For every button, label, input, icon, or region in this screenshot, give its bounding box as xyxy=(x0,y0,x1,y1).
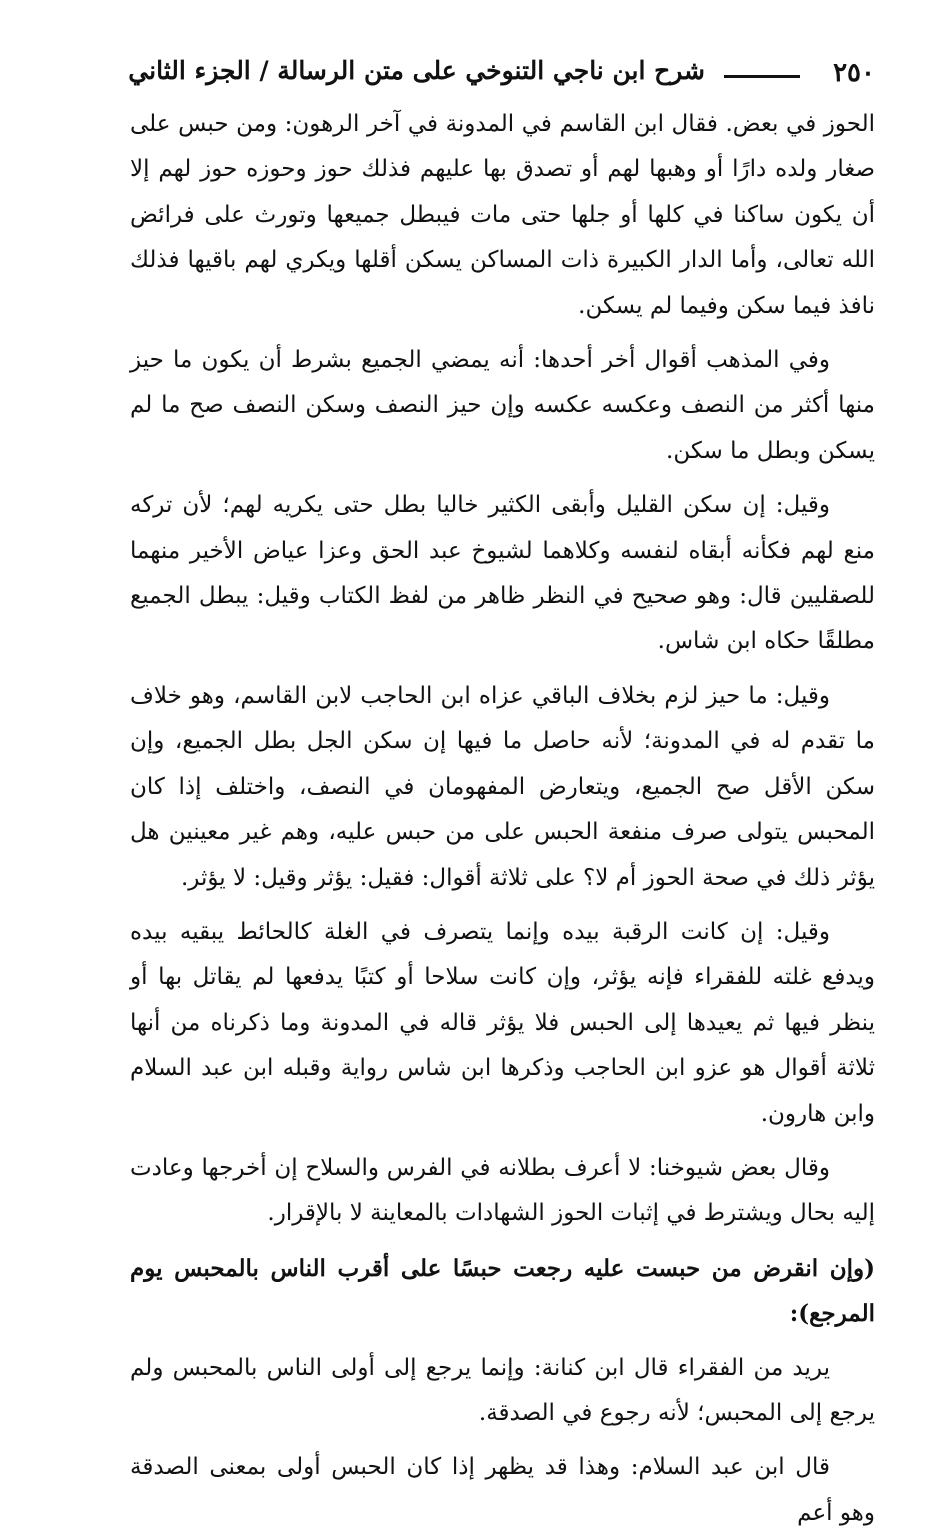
paragraph: يريد من الفقراء قال ابن كنانة: وإنما يرجع إلى أولى الناس بالمحبس ولم يرجع إلى المحبس؛ لأنه رجوع في الصدقة. xyxy=(130,1354,875,1426)
paragraph: وفي المذهب أقوال أخر أحدها: أنه يمضي الجميع بشرط أن يكون ما حيز منها أكثر من النصف وعكسه عكسه وإن حيز النصف وسكن النصف صح ما لم يسكن وبطل ما سكن. xyxy=(130,347,875,464)
page-number: ٢٥٠ xyxy=(833,58,875,88)
running-title: شرح ابن ناجي التنوخي على متن الرسالة / الجزء الثاني xyxy=(128,56,705,85)
page-header xyxy=(130,54,875,98)
paragraph-continuation: الحوز في بعض. فقال ابن القاسم في المدونة في آخر الرهون: ومن حبس على صغار ولده دارًا أو وهبها لهم أو تصدق بها عليهم فذلك حوز وحوزه حوز لهم إلا أن يكون ساكنا في كلها أو جلها حتى مات فيبطل جميعها وتورث على فرائض الله تعالى، وأما الدار الكبيرة ذات المساكن يسكن أقلها ويكري لهم باقيها فذلك نافذ فيما سكن وفيما لم يسكن. xyxy=(130,111,875,319)
body-text xyxy=(130,102,875,1526)
paragraph: وقال بعض شيوخنا: لا أعرف بطلانه في الفرس والسلاح إن أخرجها وعادت إليه بحال ويشترط في إثبات الحوز الشهادات بالمعاينة لا بالإقرار. xyxy=(130,1154,875,1227)
paragraph: وقيل: إن كانت الرقبة بيده وإنما يتصرف في الغلة كالحائط يبقيه بيده ويدفع غلته للفقراء فإنه يؤثر، وإن كانت سلاحا أو كتبًا يدفعها لم يقاتل بها أو ينظر فيها ثم يعيدها إلى الحبس فلا يؤثر قاله في المدونة وما ذكرناه من أنها ثلاثة أقوال هو عزو ابن الحاجب وذكرها ابن شاس رواية وقبله ابن عبد السلام وابن هارون. xyxy=(130,918,875,1127)
header-rule xyxy=(724,75,800,78)
matn-quote: (وإن انقرض من حبست عليه رجعت حبسًا على أقرب الناس بالمحبس يوم المرجع): xyxy=(130,1254,875,1328)
paragraph: وقيل: إن سكن القليل وأبقى الكثير خاليا بطل حتى يكريه لهم؛ لأن تركه منع لهم فكأنه أبقاه لنفسه وكلاهما لشيوخ عبد الحق وعزا عياض الأخير منهما للصقليين قال: وهو صحيح في النظر ظاهر من لفظ الكتاب وقيل: يبطل الجميع مطلقًا حكاه ابن شاس. xyxy=(130,492,875,655)
paragraph: قال ابن عبد السلام: وهذا قد يظهر إذا كان الحبس أولى بمعنى الصدقة وهو أعم xyxy=(130,1454,875,1526)
paragraph: وقيل: ما حيز لزم بخلاف الباقي عزاه ابن الحاجب لابن القاسم، وهو خلاف ما تقدم له في المدونة؛ لأنه حاصل ما فيها إن سكن الجل بطل الجميع، وإن سكن الأقل صح الجميع، ويتعارض المفهومان في النصف، واختلف إذا كان المحبس يتولى صرف منفعة الحبس على من حبس عليه، وهم غير معينين هل يؤثر ذلك في صحة الحوز أم لا؟ على ثلاثة أقوال: فقيل: يؤثر وقيل: لا يؤثر. xyxy=(130,682,875,891)
